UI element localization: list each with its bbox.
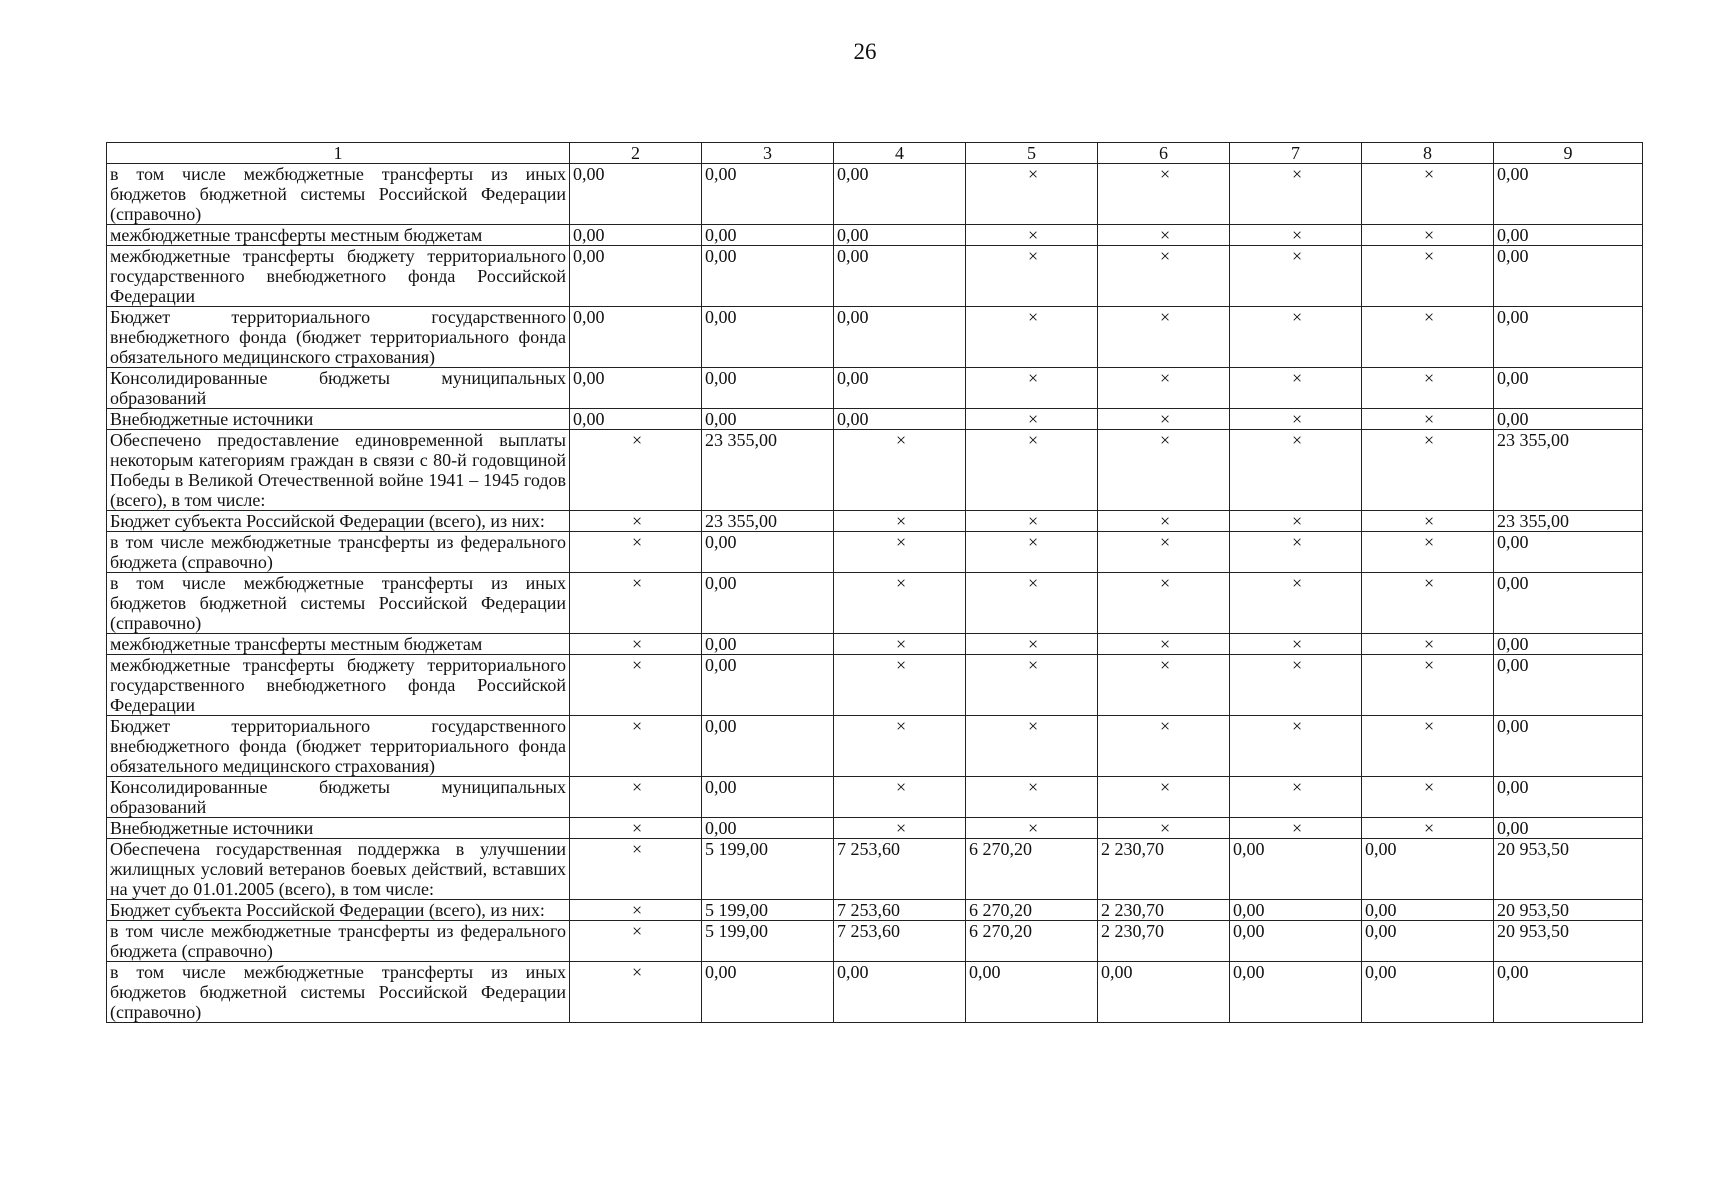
value-cell: 0,00: [702, 368, 834, 409]
value-cell: ×: [1230, 655, 1362, 716]
table-body: [107, 164, 1643, 1023]
value-cell: 0,00: [1494, 573, 1643, 634]
table-row: [107, 716, 1643, 777]
column-header: 7: [1230, 143, 1362, 164]
value-cell: 0,00: [1494, 164, 1643, 225]
value-cell: ×: [1362, 307, 1494, 368]
value-cell: 23 355,00: [702, 430, 834, 511]
value-cell: 0,00: [1230, 900, 1362, 921]
value-cell: ×: [966, 164, 1098, 225]
value-cell: ×: [1362, 818, 1494, 839]
column-header: 2: [570, 143, 702, 164]
table-row: [107, 573, 1643, 634]
value-cell: ×: [570, 839, 702, 900]
value-cell: 0,00: [1230, 962, 1362, 1023]
value-cell: ×: [834, 430, 966, 511]
value-cell: ×: [570, 430, 702, 511]
value-cell: 5 199,00: [702, 900, 834, 921]
column-header: 9: [1494, 143, 1643, 164]
value-cell: ×: [570, 634, 702, 655]
value-cell: 6 270,20: [966, 839, 1098, 900]
table-row: [107, 225, 1643, 246]
row-label: Обеспечено предоставление единовременной выплаты некоторым категориям граждан в связи с 80-й годовщиной Победы в Великой Отечественной войне 1941 – 1945 годов (всего), в том числе:: [107, 430, 570, 511]
column-header: 3: [702, 143, 834, 164]
value-cell: ×: [1230, 164, 1362, 225]
value-cell: ×: [966, 818, 1098, 839]
value-cell: ×: [834, 634, 966, 655]
value-cell: ×: [1230, 307, 1362, 368]
value-cell: 0,00: [1494, 409, 1643, 430]
table-row: [107, 164, 1643, 225]
value-cell: ×: [1230, 409, 1362, 430]
value-cell: ×: [1230, 634, 1362, 655]
value-cell: 0,00: [1494, 225, 1643, 246]
value-cell: ×: [1098, 532, 1230, 573]
value-cell: ×: [1362, 532, 1494, 573]
value-cell: ×: [834, 655, 966, 716]
value-cell: ×: [570, 573, 702, 634]
value-cell: 0,00: [1494, 368, 1643, 409]
value-cell: ×: [834, 511, 966, 532]
value-cell: ×: [1230, 573, 1362, 634]
table-row: [107, 368, 1643, 409]
value-cell: 0,00: [834, 225, 966, 246]
value-cell: ×: [570, 777, 702, 818]
value-cell: ×: [1098, 716, 1230, 777]
table-row: [107, 655, 1643, 716]
table-row: [107, 634, 1643, 655]
value-cell: ×: [1098, 430, 1230, 511]
value-cell: 0,00: [1494, 634, 1643, 655]
value-cell: 0,00: [834, 307, 966, 368]
value-cell: ×: [1230, 716, 1362, 777]
row-label: межбюджетные трансферты бюджету территориального государственного внебюджетного фонда Российской Федерации: [107, 246, 570, 307]
table-row: [107, 409, 1643, 430]
value-cell: 20 953,50: [1494, 839, 1643, 900]
value-cell: 0,00: [702, 246, 834, 307]
row-label: в том числе межбюджетные трансферты из иных бюджетов бюджетной системы Российской Федерации (справочно): [107, 962, 570, 1023]
value-cell: 0,00: [834, 246, 966, 307]
value-cell: 0,00: [1362, 900, 1494, 921]
value-cell: ×: [966, 225, 1098, 246]
table-row: [107, 777, 1643, 818]
value-cell: ×: [1230, 246, 1362, 307]
table-row: [107, 818, 1643, 839]
value-cell: 0,00: [702, 777, 834, 818]
value-cell: 6 270,20: [966, 921, 1098, 962]
value-cell: 7 253,60: [834, 900, 966, 921]
value-cell: 0,00: [834, 368, 966, 409]
column-header: 5: [966, 143, 1098, 164]
row-label: Консолидированные бюджеты муниципальных образований: [107, 368, 570, 409]
value-cell: ×: [1098, 225, 1230, 246]
value-cell: ×: [1230, 511, 1362, 532]
value-cell: ×: [1098, 307, 1230, 368]
table-row: [107, 921, 1643, 962]
value-cell: 0,00: [834, 164, 966, 225]
row-label: в том числе межбюджетные трансферты из федерального бюджета (справочно): [107, 921, 570, 962]
header-row: [107, 143, 1643, 164]
value-cell: 20 953,50: [1494, 900, 1643, 921]
column-header: 4: [834, 143, 966, 164]
value-cell: 5 199,00: [702, 839, 834, 900]
value-cell: ×: [1362, 655, 1494, 716]
row-label: Бюджет территориального государственного внебюджетного фонда (бюджет территориального фонда обязательного медицинского страхования): [107, 716, 570, 777]
value-cell: 0,00: [702, 164, 834, 225]
value-cell: 0,00: [1494, 716, 1643, 777]
row-label: Бюджет территориального государственного внебюджетного фонда (бюджет территориального фонда обязательного медицинского страхования): [107, 307, 570, 368]
value-cell: ×: [1098, 634, 1230, 655]
value-cell: ×: [1098, 409, 1230, 430]
value-cell: ×: [1230, 777, 1362, 818]
row-label: Консолидированные бюджеты муниципальных образований: [107, 777, 570, 818]
value-cell: ×: [570, 818, 702, 839]
value-cell: ×: [1362, 430, 1494, 511]
value-cell: ×: [834, 777, 966, 818]
value-cell: ×: [1362, 368, 1494, 409]
row-label: Бюджет субъекта Российской Федерации (всего), из них:: [107, 511, 570, 532]
value-cell: ×: [1098, 511, 1230, 532]
value-cell: 2 230,70: [1098, 921, 1230, 962]
value-cell: ×: [966, 430, 1098, 511]
value-cell: 0,00: [1494, 246, 1643, 307]
value-cell: ×: [570, 655, 702, 716]
value-cell: 0,00: [570, 246, 702, 307]
value-cell: ×: [570, 532, 702, 573]
value-cell: ×: [1362, 246, 1494, 307]
value-cell: ×: [1098, 164, 1230, 225]
value-cell: ×: [1230, 818, 1362, 839]
value-cell: ×: [1098, 368, 1230, 409]
row-label: Обеспечена государственная поддержка в улучшении жилищных условий ветеранов боевых действий, вставших на учет до 01.01.2005 (всего), в том числе:: [107, 839, 570, 900]
value-cell: 0,00: [702, 962, 834, 1023]
value-cell: ×: [1098, 655, 1230, 716]
value-cell: ×: [1362, 573, 1494, 634]
value-cell: ×: [1230, 225, 1362, 246]
value-cell: 0,00: [570, 368, 702, 409]
value-cell: ×: [1230, 368, 1362, 409]
value-cell: 0,00: [702, 225, 834, 246]
table-row: [107, 900, 1643, 921]
value-cell: 5 199,00: [702, 921, 834, 962]
value-cell: ×: [966, 573, 1098, 634]
column-header: 8: [1362, 143, 1494, 164]
table-row: [107, 511, 1643, 532]
value-cell: ×: [1362, 225, 1494, 246]
value-cell: 23 355,00: [1494, 511, 1643, 532]
value-cell: 0,00: [570, 164, 702, 225]
value-cell: ×: [966, 655, 1098, 716]
column-header: 6: [1098, 143, 1230, 164]
value-cell: 0,00: [966, 962, 1098, 1023]
value-cell: ×: [966, 634, 1098, 655]
value-cell: 0,00: [834, 962, 966, 1023]
value-cell: ×: [966, 307, 1098, 368]
row-label: в том числе межбюджетные трансферты из иных бюджетов бюджетной системы Российской Федерации (справочно): [107, 573, 570, 634]
value-cell: 0,00: [702, 655, 834, 716]
value-cell: 0,00: [1362, 962, 1494, 1023]
value-cell: 0,00: [702, 716, 834, 777]
row-label: Бюджет субъекта Российской Федерации (всего), из них:: [107, 900, 570, 921]
value-cell: 23 355,00: [702, 511, 834, 532]
value-cell: ×: [570, 511, 702, 532]
table-row: [107, 532, 1643, 573]
row-label: межбюджетные трансферты местным бюджетам: [107, 634, 570, 655]
table-row: [107, 246, 1643, 307]
value-cell: 2 230,70: [1098, 900, 1230, 921]
value-cell: 20 953,50: [1494, 921, 1643, 962]
value-cell: 0,00: [702, 634, 834, 655]
value-cell: ×: [966, 777, 1098, 818]
value-cell: ×: [570, 900, 702, 921]
value-cell: ×: [1098, 573, 1230, 634]
value-cell: ×: [570, 962, 702, 1023]
value-cell: 0,00: [570, 225, 702, 246]
row-label: межбюджетные трансферты местным бюджетам: [107, 225, 570, 246]
value-cell: ×: [1098, 777, 1230, 818]
value-cell: 0,00: [702, 573, 834, 634]
value-cell: ×: [966, 409, 1098, 430]
value-cell: ×: [966, 368, 1098, 409]
value-cell: ×: [1362, 716, 1494, 777]
value-cell: ×: [570, 716, 702, 777]
value-cell: 0,00: [1230, 839, 1362, 900]
value-cell: ×: [1230, 532, 1362, 573]
value-cell: ×: [834, 573, 966, 634]
budget-table: [106, 142, 1643, 1023]
value-cell: 0,00: [1494, 655, 1643, 716]
value-cell: 0,00: [1362, 839, 1494, 900]
value-cell: ×: [1098, 246, 1230, 307]
value-cell: ×: [1230, 430, 1362, 511]
value-cell: 0,00: [1494, 307, 1643, 368]
table-row: [107, 839, 1643, 900]
value-cell: ×: [834, 532, 966, 573]
value-cell: 0,00: [702, 307, 834, 368]
value-cell: 0,00: [570, 409, 702, 430]
value-cell: 7 253,60: [834, 839, 966, 900]
value-cell: ×: [1362, 164, 1494, 225]
value-cell: 0,00: [1494, 777, 1643, 818]
value-cell: 0,00: [570, 307, 702, 368]
value-cell: ×: [966, 716, 1098, 777]
value-cell: 0,00: [1362, 921, 1494, 962]
value-cell: 0,00: [1098, 962, 1230, 1023]
row-label: в том числе межбюджетные трансферты из федерального бюджета (справочно): [107, 532, 570, 573]
value-cell: ×: [570, 921, 702, 962]
row-label: в том числе межбюджетные трансферты из иных бюджетов бюджетной системы Российской Федерации (справочно): [107, 164, 570, 225]
column-header: 1: [107, 143, 570, 164]
value-cell: 0,00: [702, 532, 834, 573]
value-cell: ×: [1362, 777, 1494, 818]
value-cell: ×: [1362, 511, 1494, 532]
value-cell: ×: [1098, 818, 1230, 839]
value-cell: 0,00: [702, 818, 834, 839]
value-cell: 0,00: [1494, 532, 1643, 573]
value-cell: 0,00: [1230, 921, 1362, 962]
row-label: межбюджетные трансферты бюджету территориального государственного внебюджетного фонда Российской Федерации: [107, 655, 570, 716]
value-cell: 2 230,70: [1098, 839, 1230, 900]
value-cell: ×: [966, 532, 1098, 573]
value-cell: ×: [1362, 409, 1494, 430]
table-row: [107, 307, 1643, 368]
table-row: [107, 430, 1643, 511]
value-cell: 23 355,00: [1494, 430, 1643, 511]
value-cell: ×: [966, 511, 1098, 532]
value-cell: 0,00: [702, 409, 834, 430]
value-cell: ×: [834, 716, 966, 777]
value-cell: 7 253,60: [834, 921, 966, 962]
page-number: 26: [853, 39, 877, 64]
value-cell: 0,00: [1494, 962, 1643, 1023]
value-cell: 0,00: [834, 409, 966, 430]
value-cell: 6 270,20: [966, 900, 1098, 921]
value-cell: 0,00: [1494, 818, 1643, 839]
value-cell: ×: [1362, 634, 1494, 655]
value-cell: ×: [834, 818, 966, 839]
row-label: Внебюджетные источники: [107, 818, 570, 839]
table-row: [107, 962, 1643, 1023]
row-label: Внебюджетные источники: [107, 409, 570, 430]
value-cell: ×: [966, 246, 1098, 307]
